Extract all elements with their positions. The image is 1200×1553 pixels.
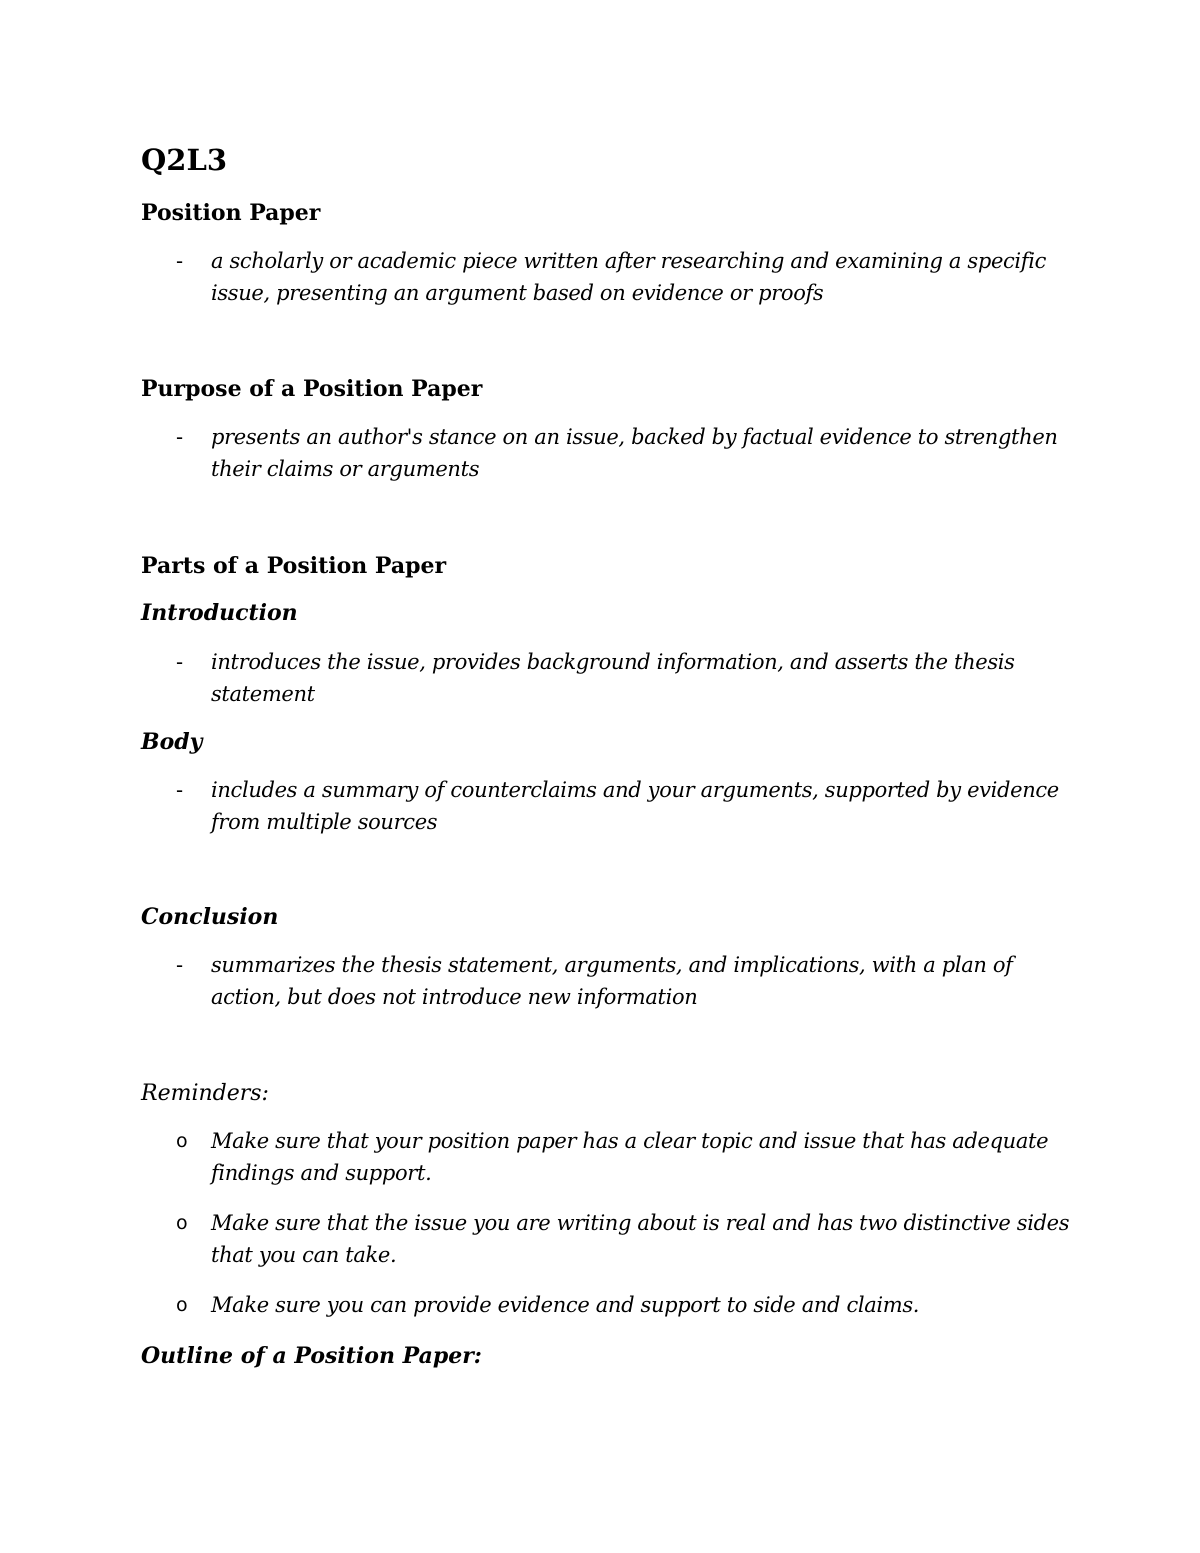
conclusion-text: summarizes the thesis statement, arguments, and implications, with a plan of action, but does not introduce new information bbox=[211, 953, 1013, 1009]
section-heading-purpose: Purpose of a Position Paper bbox=[141, 376, 483, 402]
subheading-body: Body bbox=[141, 729, 203, 755]
subheading-conclusion: Conclusion bbox=[141, 904, 279, 930]
purpose-text: presents an author's stance on an issue, backed by factual evidence to strengthen their claims or arguments bbox=[211, 425, 1058, 481]
document-title: Q2L3 bbox=[141, 143, 228, 177]
dash-bullet: - bbox=[176, 425, 184, 449]
introduction-text: introduces the issue, provides background information, and asserts the thesis statement bbox=[211, 650, 1015, 706]
dash-bullet: - bbox=[176, 953, 184, 977]
circle-bullet: o bbox=[176, 1130, 188, 1152]
reminder-text: Make sure you can provide evidence and support to side and claims. bbox=[211, 1293, 920, 1317]
circle-bullet: o bbox=[176, 1294, 188, 1316]
reminder-text: Make sure that your position paper has a clear topic and issue that has adequate findings and support. bbox=[211, 1129, 1049, 1185]
reminders-label: Reminders: bbox=[141, 1081, 269, 1106]
definition-text: a scholarly or academic piece written after researching and examining a specific issue, presenting an argument based on evidence or proofs bbox=[211, 249, 1047, 305]
body-text: includes a summary of counterclaims and your arguments, supported by evidence from multiple sources bbox=[211, 778, 1059, 834]
dash-bullet: - bbox=[176, 778, 184, 802]
section-heading-parts: Parts of a Position Paper bbox=[141, 553, 447, 579]
section-heading-position-paper: Position Paper bbox=[141, 200, 321, 226]
subheading-introduction: Introduction bbox=[141, 600, 298, 626]
dash-bullet: - bbox=[176, 650, 184, 674]
circle-bullet: o bbox=[176, 1212, 188, 1234]
dash-bullet: - bbox=[176, 249, 184, 273]
outline-heading: Outline of a Position Paper: bbox=[141, 1343, 482, 1369]
reminder-text: Make sure that the issue you are writing about is real and has two distinctive sides that you can take. bbox=[211, 1211, 1070, 1267]
